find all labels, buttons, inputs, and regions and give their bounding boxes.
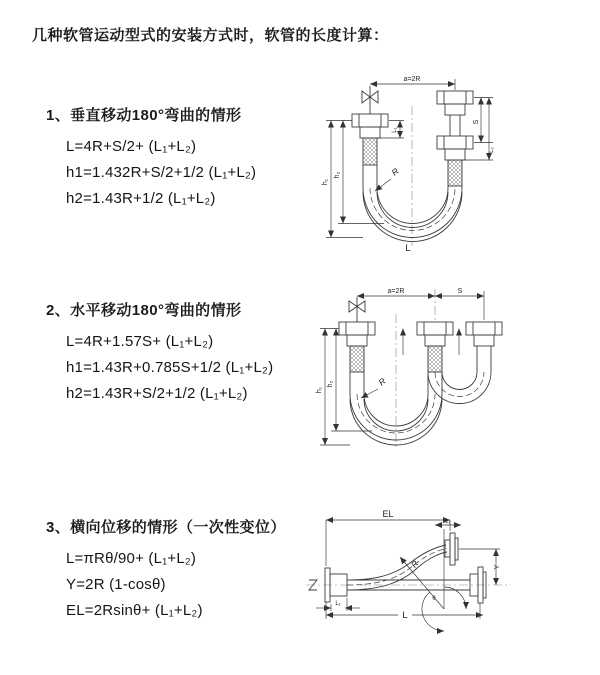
left-hub [360,127,380,138]
section-1-formulas [66,134,346,212]
dim-l1-label: L₁ [392,127,398,133]
hose-arc [377,188,448,223]
pipe-and-hose-drawing [339,297,502,445]
upper-flange-cap [455,538,458,560]
hose-arc-moved [428,372,491,404]
left-hub [347,335,367,346]
section-3-heading: 3、横向位移的情形（一次性变位） [46,519,286,536]
radius-label: R [376,375,388,388]
dim-h2-label: h₂ [327,380,334,388]
radius-label: R [408,558,421,570]
hose-arc-moved [442,372,477,390]
right-flange-bottom [437,136,473,149]
dim-a2r-label: a=2R [387,288,405,295]
formula-h2: h2=1.43R+S/2+1/2 (L₁+L₂) [66,385,248,402]
dim-y-label: Y [494,564,501,570]
center-hub [425,335,445,346]
formula-h1: h1=1.43R+0.785S+1/2 (L₁+L₂) [66,359,274,376]
right-flange [466,322,502,335]
dim-l1-top-label: L₁ [445,519,451,525]
left-flange [339,322,375,335]
dimension-lines [320,291,484,445]
radius-label: R [389,165,401,178]
left-braid [363,138,377,165]
formula-y: Y=2R (1-cosθ) [66,576,166,593]
dim-h1-label: h₁ [316,386,323,394]
section-2-heading: 2、水平移动180°弯曲的情形 [46,302,242,319]
length-label: L [405,243,411,254]
formula-el: EL=2Rsinθ+ (L₁+L₂) [66,602,203,619]
section-1-heading: 1、垂直移动180°弯曲的情形 [46,107,242,124]
formula-h1: h1=1.432R+S/2+1/2 (L₁+L₂) [66,164,257,181]
formula-length: L=πRθ/90+ (L₁+L₂) [66,550,197,567]
angle-theta-label: θ [432,596,436,602]
right-braid [448,160,462,186]
diagram-horizontal-180-bend [312,282,592,477]
dim-s-label: S [473,119,480,125]
section-horizontal-180 [46,301,346,407]
dim-a2r-label: a=2R [403,76,421,83]
page-title: 几种软管运动型式的安装方式时，软管的长度计算： [32,27,389,44]
hose-upper-edge [347,545,446,580]
formula-length: L=4R+1.57S+ (L₁+L₂) [66,333,214,350]
length-label: L [402,610,408,621]
center-braid [428,346,442,372]
dim-l2-label: L₂ [489,147,495,153]
right-hub [474,335,494,346]
pipe-and-hose-drawing [309,533,486,603]
dim-s-label: S [457,288,463,295]
diagram-lateral-displacement [298,505,598,655]
dim-h1-label: h₁ [322,178,329,186]
dim-el-label: EL [382,509,394,519]
pipe-and-hose-drawing [352,86,473,242]
left-flange [352,114,388,127]
upper-flange [450,533,455,565]
right-flange-top [437,91,473,104]
dim-l1-left-label: L₁ [335,601,341,607]
section-vertical-180 [46,106,346,212]
upper-hub [445,540,450,557]
formula-length: L=4R+S/2+ (L₁+L₂) [66,138,197,155]
right-hub-top [445,104,465,115]
section-2-formulas [66,329,346,407]
hose-centerline-arc [370,188,455,231]
dimension-lines [326,79,493,238]
center-flange [417,322,453,335]
dim-h2-label: h₂ [334,171,341,179]
formula-h2: h2=1.43R+1/2 (L₁+L₂) [66,190,216,207]
diagram-vertical-180-bend [312,70,592,265]
right-hub-bottom [445,149,465,160]
left-braid [350,346,364,372]
